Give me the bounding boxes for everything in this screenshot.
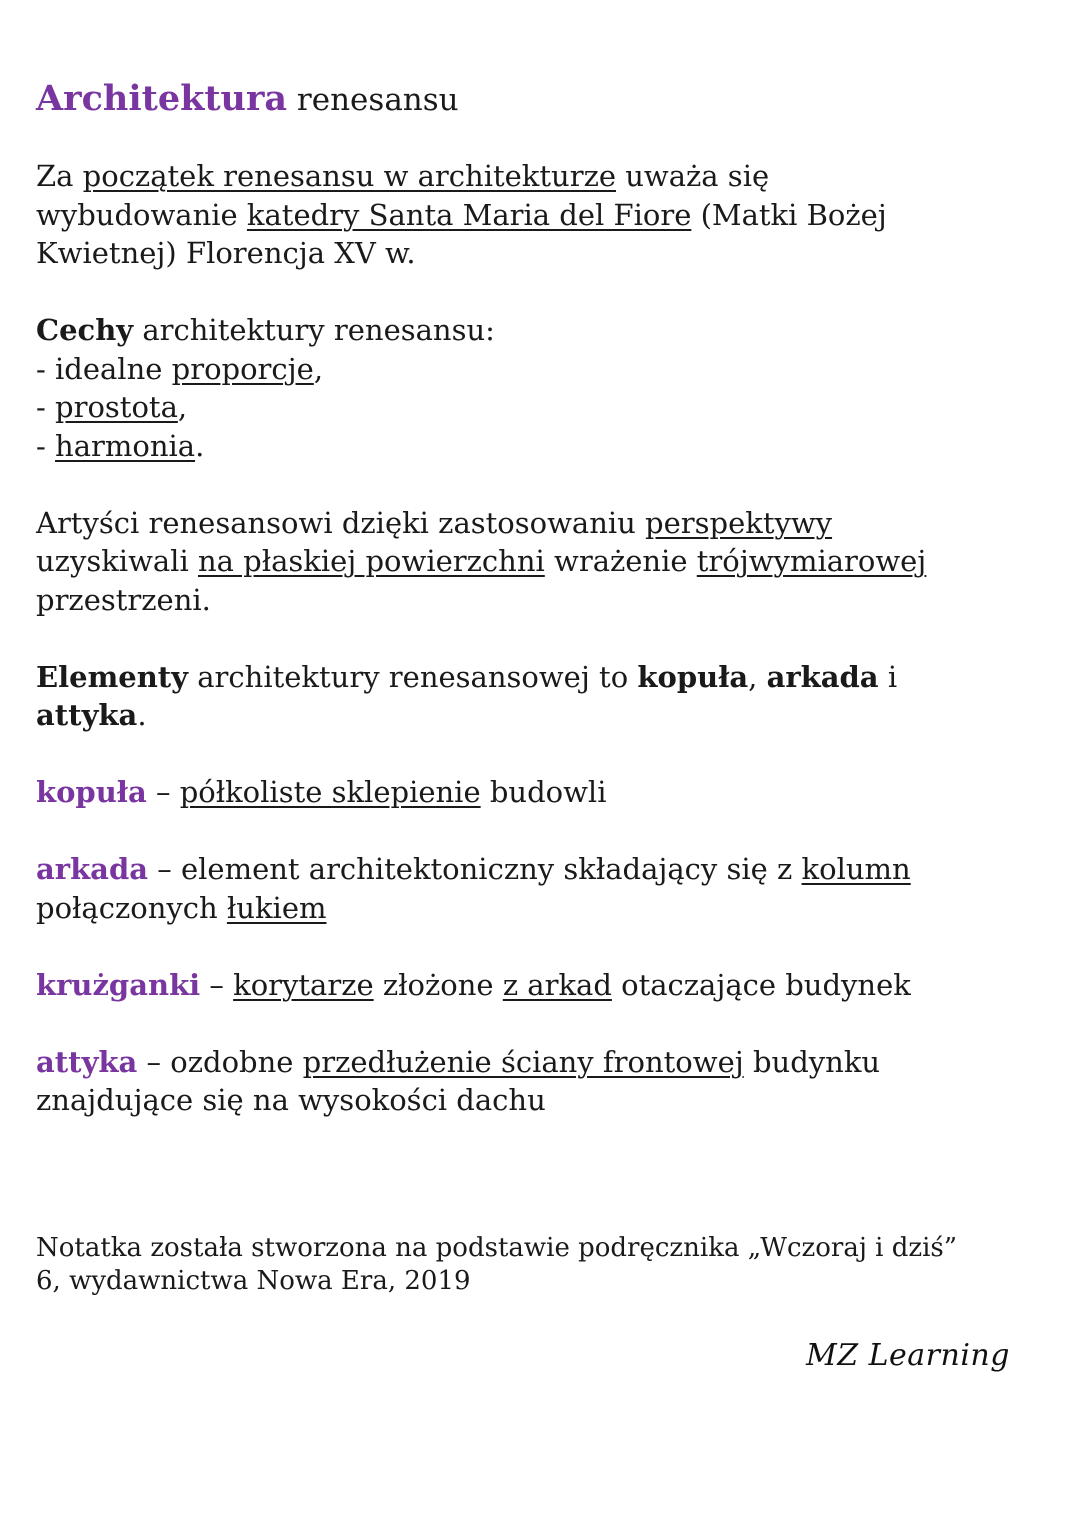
text: (Matki Bożej	[691, 197, 887, 232]
bold-text: attyka	[36, 698, 138, 732]
title-strong: Architektura	[36, 78, 288, 119]
definition-term: attyka	[36, 1044, 138, 1079]
list-item	[36, 427, 1046, 466]
elements-paragraph	[36, 658, 1046, 735]
definition-term: arkada	[36, 852, 149, 886]
list-item	[36, 350, 1046, 389]
elements-line-1	[36, 658, 1046, 697]
underlined-text: proporcje	[171, 351, 314, 386]
text: otaczające budynek	[611, 967, 911, 1002]
source-note-line-2: 6, wydawnictwa Nowa Era, 2019	[36, 1266, 471, 1296]
text: Za	[36, 159, 83, 193]
bold-text: kopuła	[637, 659, 749, 694]
perspective-line-1	[36, 504, 1046, 543]
bold-text: arkada	[766, 659, 879, 694]
text: połączonych	[36, 890, 227, 925]
text: -	[36, 428, 56, 463]
bold-text: Cechy	[36, 313, 134, 347]
intro-line-1	[36, 157, 1046, 196]
elements-line-2	[36, 696, 1046, 735]
underlined-text: prostota	[55, 390, 178, 424]
text: budowli	[480, 775, 607, 809]
definition-arkada	[36, 850, 1046, 927]
underlined-text: na płaskiej powierzchni	[197, 544, 545, 578]
text: -	[36, 390, 56, 424]
features-heading	[36, 311, 1046, 350]
definition-line	[36, 1043, 1046, 1082]
underlined-text: łukiem	[226, 890, 327, 925]
definition-line	[36, 889, 1046, 928]
page-title	[36, 76, 1046, 123]
author-signature: MZ Learning	[806, 1338, 1010, 1373]
source-note	[36, 1232, 1046, 1298]
text: wybudowanie	[36, 197, 247, 232]
text: i	[878, 659, 898, 694]
text: architektury renesansu:	[133, 313, 495, 347]
perspective-line-2	[36, 542, 1046, 581]
features-section	[36, 311, 1046, 465]
underlined-text: półkoliste sklepienie	[179, 775, 481, 809]
text: ,	[177, 390, 188, 424]
definition-term: kopuła	[36, 775, 147, 809]
text: architektury renesansowej to	[188, 659, 638, 694]
underlined-text: początek renesansu w architekturze	[82, 159, 617, 193]
text: – ozdobne	[137, 1044, 303, 1079]
definition-kruzganki	[36, 966, 1046, 1005]
list-item	[36, 388, 1046, 427]
underlined-text: z arkad	[502, 967, 612, 1002]
text: budynku	[743, 1044, 881, 1079]
bold-text: Elementy	[36, 659, 189, 694]
intro-paragraph	[36, 157, 1046, 273]
text: .	[137, 698, 147, 732]
definition-kopula	[36, 773, 1046, 812]
intro-line-2	[36, 196, 1046, 235]
text: Artyści renesansowi dzięki zastosowaniu	[36, 505, 646, 540]
definition-attyka	[36, 1043, 1046, 1120]
note-body	[36, 76, 1046, 1120]
underlined-text: perspektywy	[645, 505, 833, 540]
text: – element architektoniczny składający się z	[148, 852, 802, 886]
definition-line: znajdujące się na wysokości dachu	[36, 1083, 546, 1117]
text: –	[146, 775, 180, 809]
intro-line-3: Kwietnej) Florencja XV w.	[36, 236, 416, 270]
title-rest: renesansu	[287, 82, 459, 118]
underlined-text: trójwymiarowej	[696, 544, 927, 578]
text: - idealne	[36, 351, 172, 386]
source-note-line-1: Notatka została stworzona na podstawie podręcznika „Wczoraj i dziś”	[36, 1233, 958, 1263]
text: złożone	[373, 967, 503, 1002]
perspective-line-3: przestrzeni.	[36, 582, 211, 617]
underlined-text: katedry Santa Maria del Fiore	[246, 197, 692, 232]
definition-line	[36, 850, 1046, 889]
text: uważa się	[616, 159, 770, 193]
text: ,	[313, 351, 324, 386]
text: uzyskiwali	[36, 544, 198, 578]
underlined-text: kolumn	[801, 852, 911, 886]
underlined-text: harmonia	[55, 428, 196, 463]
text: ,	[748, 659, 767, 694]
text: .	[195, 428, 205, 463]
text: wrażenie	[544, 544, 697, 578]
perspective-paragraph	[36, 504, 1046, 620]
definition-term: krużganki	[36, 967, 201, 1002]
text: –	[200, 967, 234, 1002]
underlined-text: korytarze	[233, 967, 374, 1002]
underlined-text: przedłużenie ściany frontowej	[302, 1044, 744, 1079]
